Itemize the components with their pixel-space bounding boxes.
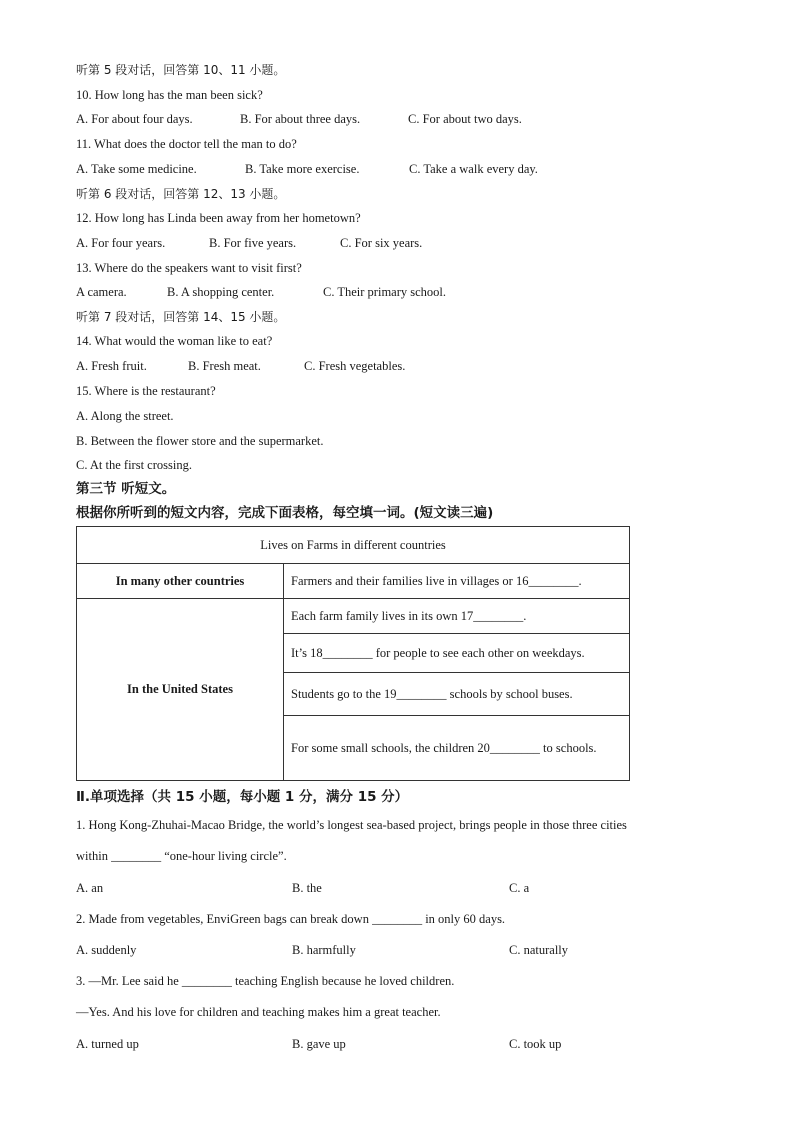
cell-blank-19: Students go to the 19________ schools by school buses. — [284, 673, 630, 716]
mc2-option-c: C. naturally — [509, 943, 569, 957]
table-row — [77, 564, 630, 599]
part3-instruction: 根据你所听到的短文内容，完成下面表格，每空填一词。(短文读三遍) — [76, 505, 494, 521]
mc2-option-b: B. harmfully — [292, 943, 356, 957]
section-7-heading: 听第 7 段对话，回答第 14、15 小题。 — [76, 310, 286, 324]
mc1-option-a: A. an — [76, 881, 104, 895]
q11-option-c: C. Take a walk every day. — [409, 162, 538, 176]
part3-title: 第三节 听短文。 — [76, 481, 176, 497]
row-label-united-states: In the United States — [77, 599, 284, 781]
mc-question-1-line1: 1. Hong Kong-Zhuhai-Macao Bridge, the world’s longest sea-based project, brings people in those three cities — [76, 818, 627, 832]
q13-option-b: B. A shopping center. — [167, 285, 275, 299]
question-13: 13. Where do the speakers want to visit first? — [76, 261, 302, 275]
cell-blank-20: For some small schools, the children 20________ to schools. — [284, 716, 630, 781]
mc-question-3-line1: 3. —Mr. Lee said he ________ teaching English because he loved children. — [76, 974, 455, 988]
q13-option-c: C. Their primary school. — [323, 285, 447, 299]
q11-option-a: A. Take some medicine. — [76, 162, 197, 176]
q10-option-a: A. For about four days. — [76, 112, 193, 126]
q11-option-b: B. Take more exercise. — [245, 162, 360, 176]
section-6-heading: 听第 6 段对话，回答第 12、13 小题。 — [76, 187, 286, 201]
mc3-option-c: C. took up — [509, 1037, 562, 1051]
section-5-heading: 听第 5 段对话，回答第 10、11 小题。 — [76, 63, 286, 77]
lives-on-farms-table — [76, 526, 630, 781]
q10-option-c: C. For about two days. — [408, 112, 522, 126]
q15-option-a: A. Along the street. — [76, 409, 174, 423]
mc1-option-b: B. the — [292, 881, 322, 895]
q14-option-b: B. Fresh meat. — [188, 359, 261, 373]
mc3-option-a: A. turned up — [76, 1037, 139, 1051]
q10-option-b: B. For about three days. — [240, 112, 361, 126]
mc-question-1-line2: within ________ “one-hour living circle”. — [76, 849, 287, 863]
q14-option-a: A. Fresh fruit. — [76, 359, 147, 373]
question-12: 12. How long has Linda been away from her hometown? — [76, 211, 361, 225]
part2-title: Ⅱ.单项选择（共 15 小题，每小题 1 分，满分 15 分） — [76, 789, 409, 805]
question-14: 14. What would the woman like to eat? — [76, 334, 273, 348]
q12-option-b: B. For five years. — [209, 236, 297, 250]
row-label-other-countries: In many other countries — [77, 564, 284, 599]
q15-option-b: B. Between the flower store and the supermarket. — [76, 434, 324, 448]
cell-blank-18: It’s 18________ for people to see each other on weekdays. — [284, 634, 630, 673]
mc-question-3-line2: —Yes. And his love for children and teaching makes him a great teacher. — [76, 1005, 441, 1019]
question-10: 10. How long has the man been sick? — [76, 88, 263, 102]
table-row — [77, 527, 630, 564]
mc1-option-c: C. a — [509, 881, 530, 895]
question-11: 11. What does the doctor tell the man to do? — [76, 137, 297, 151]
table-row — [77, 599, 630, 634]
mc-question-2: 2. Made from vegetables, EnviGreen bags can break down ________ in only 60 days. — [76, 912, 506, 926]
question-15: 15. Where is the restaurant? — [76, 384, 216, 398]
mc3-option-b: B. gave up — [292, 1037, 346, 1051]
q14-option-c: C. Fresh vegetables. — [304, 359, 406, 373]
q13-option-a: A camera. — [76, 285, 127, 299]
q12-option-a: A. For four years. — [76, 236, 166, 250]
q12-option-c: C. For six years. — [340, 236, 423, 250]
mc2-option-a: A. suddenly — [76, 943, 137, 957]
q15-option-c: C. At the first crossing. — [76, 458, 192, 472]
cell-blank-17: Each farm family lives in its own 17________. — [284, 599, 630, 634]
table-header: Lives on Farms in different countries — [77, 527, 630, 564]
cell-blank-16: Farmers and their families live in villages or 16________. — [284, 564, 630, 599]
